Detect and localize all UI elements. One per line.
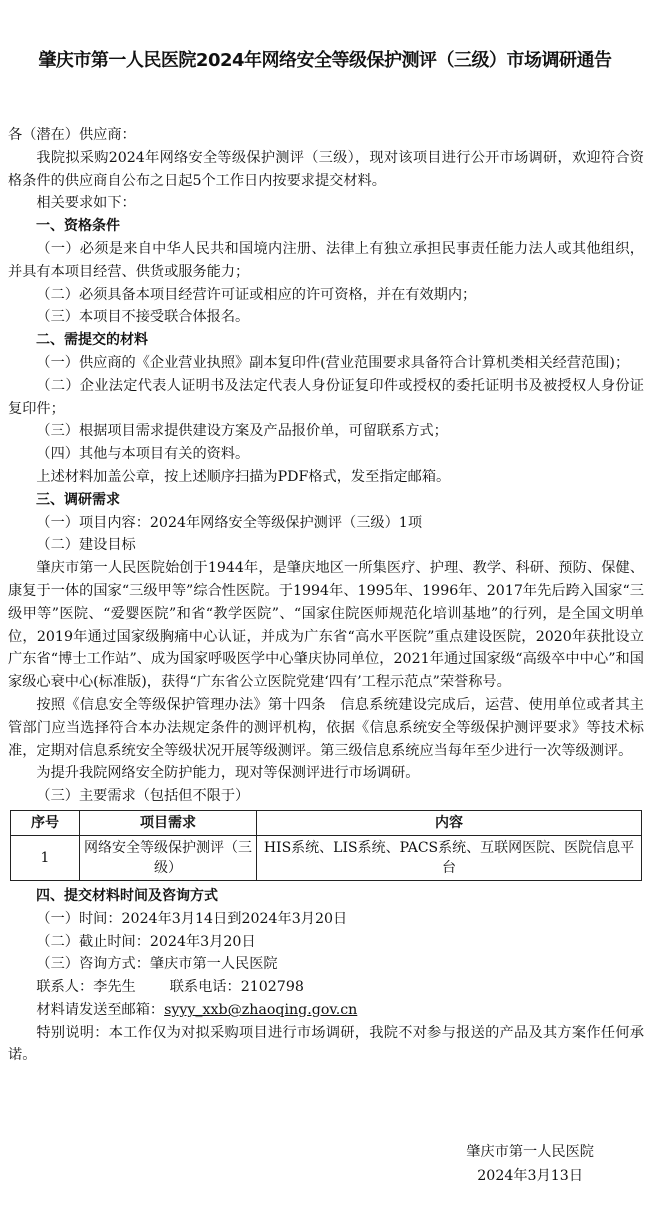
- intro-paragraph: 我院拟采购2024年网络安全等级保护测评（三级），现对该项目进行公开市场调研，欢迎符合资格条件的供应商自公布之日起5个工作日内按要求提交材料。: [8, 149, 644, 189]
- contact-label: 联系人：: [36, 979, 94, 996]
- hospital-intro-paragraph: 肇庆市第一人民医院始创于1944年，是肇庆地区一所集医疗、护理、教学、科研、预防、保健、康复于一体的国家“三级甲等”综合性医院。于1994年、1995年、1996年、2017年先后跨入国家“三级甲等”医院、“爱婴医院”和省“教学医院”、“国家住院医师规范化培训基地”的行列，是全国文明单位，2019年通过国家级胸痛中心认证，并成为广东省“高水平医院”重点建设医院，2020年获批设立广东省“博士工作站”、成为国家呼吸医学中心肇庆协同单位，2021年通过国家级“高级卒中中心”和国家级心衰中心(标准版)，获得“广东省公立医院党建‘四有’工程示范点”荣誉称号。: [8, 560, 644, 691]
- email-label: 材料请发送至邮箱：: [36, 1001, 165, 1018]
- purpose-paragraph: 为提升我院网络安全防护能力，现对等保测评进行市场调研。: [36, 765, 420, 782]
- section-1-item: （一）必须是来自中华人民共和国境内注册、法律上有独立承担民事责任能力法人或其他组织，并具有本项目经营、供货或服务能力；: [8, 240, 644, 280]
- table-header-row: [11, 810, 642, 835]
- section-3-item-requirements: （三）主要需求（包括但不限于）: [36, 788, 250, 805]
- table-header-item: 项目需求: [80, 810, 257, 835]
- email-link[interactable]: syyy_xxb@zhaoqing.gov.cn: [164, 1001, 358, 1018]
- section-4-heading: 四、提交材料时间及咨询方式: [36, 887, 218, 904]
- section-2-heading: 二、需提交的材料: [36, 332, 148, 349]
- section-3-item-content: （一）项目内容：2024年网络安全等级保护测评（三级）1项: [36, 514, 423, 531]
- salutation: 各（潜在）供应商：: [8, 127, 136, 143]
- submission-time: （一）时间：2024年3月14日到2024年3月20日: [36, 910, 348, 927]
- email-line: [8, 999, 644, 1022]
- submission-deadline: （二）截止时间：2024年3月20日: [36, 933, 256, 950]
- table-cell-content: HIS系统、LIS系统、PACS系统、互联网医院、医院信息平台: [257, 835, 642, 880]
- signature-block: [466, 1140, 594, 1188]
- phone-number: 2102798: [240, 979, 304, 996]
- section-1-heading: 一、资格条件: [36, 218, 120, 235]
- table-cell-item: 网络安全等级保护测评（三级）: [80, 835, 257, 880]
- section-2-item: （一）供应商的《企业营业执照》副本复印件(营业范围要求具备符合计算机类相关经营范围)；: [36, 354, 630, 371]
- table-header-index: 序号: [11, 810, 80, 835]
- contact-line: [8, 976, 644, 999]
- table-cell-index: 1: [11, 835, 80, 880]
- phone-label: 联系电话：: [169, 979, 241, 996]
- special-note: 特别说明：本工作仅为对拟采购项目进行市场调研，我院不对参与报送的产品及其方案作任何承诺。: [8, 1024, 644, 1064]
- page-title: 肇庆市第一人民医院2024年网络安全等级保护测评（三级）市场调研通告: [38, 50, 612, 71]
- related-requirements: 相关要求如下：: [36, 195, 136, 212]
- signature-date: 2024年3月13日: [477, 1168, 584, 1184]
- notice-body: [8, 124, 644, 1067]
- section-1-item: （三）本项目不接受联合体报名。: [36, 309, 250, 326]
- requirements-table: [10, 810, 642, 881]
- table-row: [11, 835, 642, 880]
- section-2-note: 上述材料加盖公章，按上述顺序扫描为PDF格式，发至指定邮箱。: [36, 468, 451, 485]
- table-header-content: 内容: [257, 810, 642, 835]
- section-2-item: （二）企业法定代表人证明书及法定代表人身份证复印件或授权的委托证明书及被授权人身份证复印件；: [8, 377, 644, 417]
- contact-name: 李先生: [93, 979, 136, 996]
- section-3-item-goal: （二）建设目标: [36, 537, 136, 554]
- section-2-item: （三）根据项目需求提供建设方案及产品报价单，可留联系方式；: [36, 423, 448, 440]
- section-2-item: （四）其他与本项目有关的资料。: [36, 446, 250, 463]
- regulation-paragraph: 按照《信息安全等级保护管理办法》第十四条 信息系统建设完成后，运营、使用单位或者其主管部门应当选择符合本办法规定条件的测评机构，依据《信息系统安全等级保护测评要求》等技术标准，定期对信息系统安全等级状况开展等级测评。第三级信息系统应当每年至少进行一次等级测评。: [8, 696, 644, 759]
- consult-method: （三）咨询方式：肇庆市第一人民医院: [36, 956, 278, 973]
- section-1-item: （二）必须具备本项目经营许可证或相应的许可资格，并在有效期内；: [36, 286, 477, 303]
- signature-org: 肇庆市第一人民医院: [466, 1144, 594, 1160]
- section-3-heading: 三、调研需求: [36, 491, 120, 508]
